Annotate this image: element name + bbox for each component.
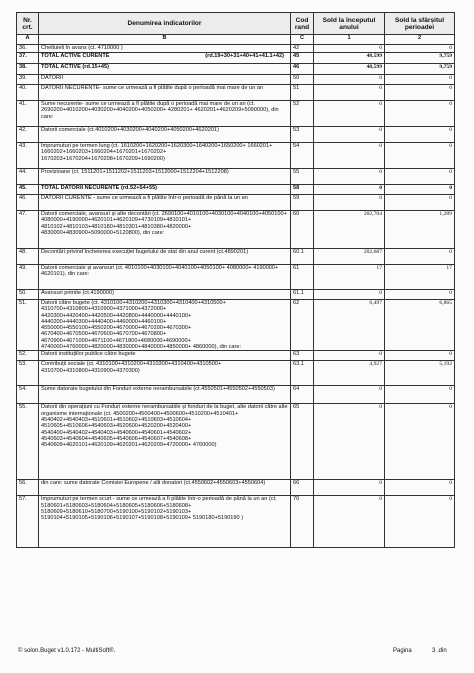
indicator-name [39, 300, 291, 351]
start-balance-value: 202,704 [314, 211, 385, 249]
row-code: 60.1 [291, 249, 314, 265]
start-balance-value: 0 [314, 290, 385, 300]
row-code: 64 [291, 386, 314, 404]
row-code: 55 [291, 169, 314, 185]
row-code: 45 [291, 53, 314, 64]
row-code: 54 [291, 143, 314, 169]
table-row [17, 195, 455, 211]
row-number: 36. [17, 45, 39, 53]
row-code: 51 [291, 85, 314, 101]
table-row [17, 211, 455, 249]
table-body [17, 45, 455, 548]
end-balance-value: 0 [385, 249, 455, 265]
end-balance-value: 9,759 [385, 64, 455, 75]
row-number: 46. [17, 195, 39, 211]
row-code: 50 [291, 75, 314, 85]
indicator-name [39, 249, 291, 265]
row-code: 65 [291, 404, 314, 480]
end-balance-value: 0 [385, 496, 455, 548]
table-row [17, 53, 455, 64]
table-row [17, 496, 455, 548]
header-start-balance: Sold la începutul anului [314, 13, 385, 35]
start-balance-value: 0 [314, 404, 385, 480]
table-row [17, 169, 455, 185]
row-number: 38. [17, 64, 39, 75]
row-number: 41. [17, 101, 39, 127]
indicator-name [39, 290, 291, 300]
indicator-name [39, 195, 291, 211]
indicator-text: Sume necurente- sume ce urmează a fi plătite după o perioadă mai mare de un an (ct. 2690200+4010200+4030200+4040200+4050200+ 4280201+ 4620201+4620209+5090000), din care: [41, 101, 279, 120]
start-balance-value: 48,599 [314, 53, 385, 64]
end-balance-value: 0 [385, 404, 455, 480]
row-code: 63.1 [291, 361, 314, 386]
table-row [17, 386, 455, 404]
indicator-text: Datorii comerciale, avansuri și alte decontări (ct. 2690100+4010100+4030100+4040100+4050100+ 4080000+4190000+4620101+4620109+4730109+4810101+ 4810102+4810103+4810180+4810301+4810380+4820000+ 4830000+4830900+5090000+5120800), din care: [41, 211, 287, 236]
row-number: 49. [17, 265, 39, 290]
end-balance-value: 0 [385, 351, 455, 361]
table-row [17, 127, 455, 143]
header-code: Cod rand [291, 13, 314, 35]
indicator-text: DATORII CURENTE - sume ce urmează a fi plătite într-o perioadă de până la un an [41, 195, 248, 201]
table-header-row [17, 13, 455, 35]
indicator-name [39, 85, 291, 101]
indicator-text: Datorii instituțiilor publice către bugete [41, 351, 136, 358]
table-row [17, 85, 455, 101]
letter-c: C [291, 35, 314, 45]
indicator-name [39, 45, 291, 53]
row-number: 53. [17, 361, 39, 386]
end-balance-value: 0 [385, 75, 455, 85]
table-row [17, 249, 455, 265]
indicator-name [39, 211, 291, 249]
row-number: 44. [17, 169, 39, 185]
indicator-text: Decontări privind încheierea execuției bugetului de stat din anul curent (ct.4890201) [41, 249, 249, 255]
start-balance-value: 0 [314, 75, 385, 85]
indicator-text: Cheltuieli în avans (ct. 4710000 ) [41, 45, 123, 51]
row-code: 42 [291, 45, 314, 53]
indicator-text: DATORII [41, 75, 64, 81]
letter-a: A [17, 35, 39, 45]
start-balance-value: 0 [314, 45, 385, 53]
end-balance-value: 0 [385, 45, 455, 53]
start-balance-value: 0 [314, 195, 385, 211]
row-number: 48. [17, 249, 39, 265]
indicator-text: Datorii comerciale (ct.4010200+4030200+4040200+4050200+4620201) [41, 127, 219, 133]
indicator-text: Datorii către bugete (ct. 4310100+4310200+4310300+4310400+4310500+ 4310700+4310800+4310900+4371000+4372000+ 4420300+4420400+4420500+4420800+4440000+4440100+ 4440200+4440300+4440400+4460000+4460100+ 4550000+4550100+4550200+4670000+4670200+4670300+ 4670400+4670500+4670600+4670700+4670800+ 4670900+4671000+4671100+4671800+4680000+4690000+ 4740000+4760000+4820000+4830000+4840000+4850000+ 4860000), din care: [41, 300, 242, 351]
letter-2: 2 [385, 35, 455, 45]
letter-1: 1 [314, 35, 385, 45]
row-number: 40. [17, 85, 39, 101]
header-name: Denumirea indicatorilor [39, 13, 291, 35]
row-number: 43. [17, 143, 39, 169]
header-nr: Nr. crt. [17, 13, 39, 35]
start-balance-value: 0 [314, 101, 385, 127]
row-number: 45. [17, 185, 39, 195]
end-balance-value: 0 [385, 143, 455, 169]
indicator-text: Împrumuturi pe termen lung (ct. 1610200+1620200+1620300+1640200+1650200+ 1660201+ 1660202+1660203+1660204+1670201+1670202+ 1670203+1670204+1670208+1670209+1690200) [41, 143, 273, 162]
table-row [17, 75, 455, 85]
indicator-formula: (rd.19+30+31+40+41+41.1+42) [205, 53, 284, 59]
start-balance-value: 0 [314, 85, 385, 101]
table-row [17, 265, 455, 290]
table-row [17, 351, 455, 361]
table-row [17, 404, 455, 480]
row-code: 58 [291, 185, 314, 195]
row-number: 55. [17, 404, 39, 480]
table-row [17, 361, 455, 386]
indicator-name [39, 361, 291, 386]
row-code: 46 [291, 64, 314, 75]
indicator-text: TOTAL ACTIVE (rd.15+45) [41, 64, 110, 70]
indicator-name [39, 351, 291, 361]
indicator-name [39, 386, 291, 404]
footer-software: © solon.Buget v1.0.172 - MultiSoft®. [18, 648, 116, 654]
table-row [17, 480, 455, 496]
row-number: 39. [17, 75, 39, 85]
footer-page-label: Pagina [393, 648, 412, 654]
end-balance-value: 0 [385, 85, 455, 101]
end-balance-value: 0 [385, 480, 455, 496]
indicator-text: Avansuri primite (ct.4190000) [41, 290, 114, 296]
start-balance-value: 4,927 [314, 361, 385, 386]
row-code: 62 [291, 300, 314, 351]
indicator-name [39, 496, 291, 548]
start-balance-value: 0 [314, 127, 385, 143]
indicator-name [39, 480, 291, 496]
row-code: 60 [291, 211, 314, 249]
start-balance-value: 0 [314, 185, 385, 195]
end-balance-value: 0 [385, 195, 455, 211]
indicator-name [39, 101, 291, 127]
letter-b: B [39, 35, 291, 45]
column-letters-row [17, 35, 455, 45]
indicator-name [39, 127, 291, 143]
row-number: 52. [17, 351, 39, 361]
end-balance-value: 17 [385, 265, 455, 290]
indicator-text: Împrumuturi pe termen scurt - sume ce urmează a fi plătite într-o perioadă de până la un an (ct. 5180601+5180603+5180604+5180605+5180606+5180608+ 5180609+5180610+5180700+5190100+5190102+5190103+ 5190104+5190105+5190106+5190107+5190108+5190109+ 5190180+5190190 ) [41, 496, 277, 522]
indicator-text: TOTAL ACTIVE CURENTE [41, 53, 110, 59]
start-balance-value: 48,599 [314, 64, 385, 75]
table-row [17, 64, 455, 75]
table-row [17, 101, 455, 127]
end-balance-value: 0 [385, 386, 455, 404]
indicator-name [39, 169, 291, 185]
start-balance-value: 0 [314, 386, 385, 404]
indicator-name [39, 185, 291, 195]
indicator-text: Sume datorate bugetului din Fonduri externe nerambursabile (ct.4550501+4550502+4550503) [41, 386, 275, 393]
start-balance-value: 0 [314, 351, 385, 361]
start-balance-value: 6,497 [314, 300, 385, 351]
indicator-text: din care: sume datorate Comisiei Europene / alti donatori (ct.4550602+4550603+4550604) [41, 480, 266, 487]
balance-sheet-table [16, 12, 455, 548]
indicator-name [39, 404, 291, 480]
indicator-name [39, 265, 291, 290]
end-balance-value: 0 [385, 127, 455, 143]
end-balance-value: 0 [385, 185, 455, 195]
indicator-text: DATORII NECURENTE- sume ce urmează a fi plătite după o perioadă mai mare de un an [41, 85, 264, 91]
end-balance-value: 0 [385, 101, 455, 127]
row-number: 42. [17, 127, 39, 143]
row-number: 57. [17, 496, 39, 548]
end-balance-value: 6,865 [385, 300, 455, 351]
indicator-name [39, 53, 291, 64]
footer-page-number: 3 .din [432, 648, 447, 654]
row-number: 54. [17, 386, 39, 404]
end-balance-value: 0 [385, 290, 455, 300]
end-balance-value: 5,192 [385, 361, 455, 386]
indicator-text: Contribuții sociale (ct. 4310100+4310200+4310300+4310400+4310500+ 4310700+4310800+4310900+4370300) [41, 361, 222, 374]
end-balance-value: 9,759 [385, 53, 455, 64]
row-number: 47. [17, 211, 39, 249]
table-row [17, 185, 455, 195]
indicator-name [39, 75, 291, 85]
header-end-balance: Sold la sfârșitul perioadei [385, 13, 455, 35]
start-balance-value: 0 [314, 169, 385, 185]
row-code: 63 [291, 351, 314, 361]
table-row [17, 143, 455, 169]
row-number: 56. [17, 480, 39, 496]
indicator-name [39, 143, 291, 169]
row-code: 52 [291, 101, 314, 127]
row-number: 50. [17, 290, 39, 300]
table-row [17, 290, 455, 300]
row-code: 70 [291, 496, 314, 548]
start-balance-value: 0 [314, 143, 385, 169]
row-number: 51. [17, 300, 39, 351]
row-code: 61 [291, 265, 314, 290]
end-balance-value: 0 [385, 169, 455, 185]
indicator-text: Datorii din operațiuni cu Fonduri externe nerambursabile și fonduri de la buget, alte datorii către alte organisme internaționale (ct. 4500200+4500400+4500600+4510200+4510401+ 4540402+4540403+4510601+4510602+4510603+4510604+ 4510605+4510606+4540603+4520600+4520200+4520400+ 4540400+4540402+4540403+4540600+4540601+4540602+ 4540603+4540604+4540605+4540606+4540607+4540608+ 4540609+4620101+4620109+4620201+4620209+4720000+ 4760000) [41, 404, 288, 449]
indicator-text: Provizioane (ct. 1511201+1511202+1511203+1512000+1512204+1512208) [41, 169, 229, 175]
row-code: 61.1 [291, 290, 314, 300]
start-balance-value: 0 [314, 480, 385, 496]
indicator-text: Datorii comerciale și avansuri (ct. 4010100+4030100+4040100+4050100+ 4080000+ 4190000+ 4620101), din care: [41, 265, 279, 278]
indicator-name [39, 64, 291, 75]
row-number: 37. [17, 53, 39, 64]
indicator-text: TOTAL DATORII NECURENTE (rd.52+54+55) [41, 185, 158, 191]
start-balance-value: 202,687 [314, 249, 385, 265]
start-balance-value: 0 [314, 496, 385, 548]
row-code: 53 [291, 127, 314, 143]
table-row [17, 300, 455, 351]
row-code: 59 [291, 195, 314, 211]
start-balance-value: 17 [314, 265, 385, 290]
end-balance-value: 1,289 [385, 211, 455, 249]
row-code: 66 [291, 480, 314, 496]
table-row [17, 45, 455, 53]
